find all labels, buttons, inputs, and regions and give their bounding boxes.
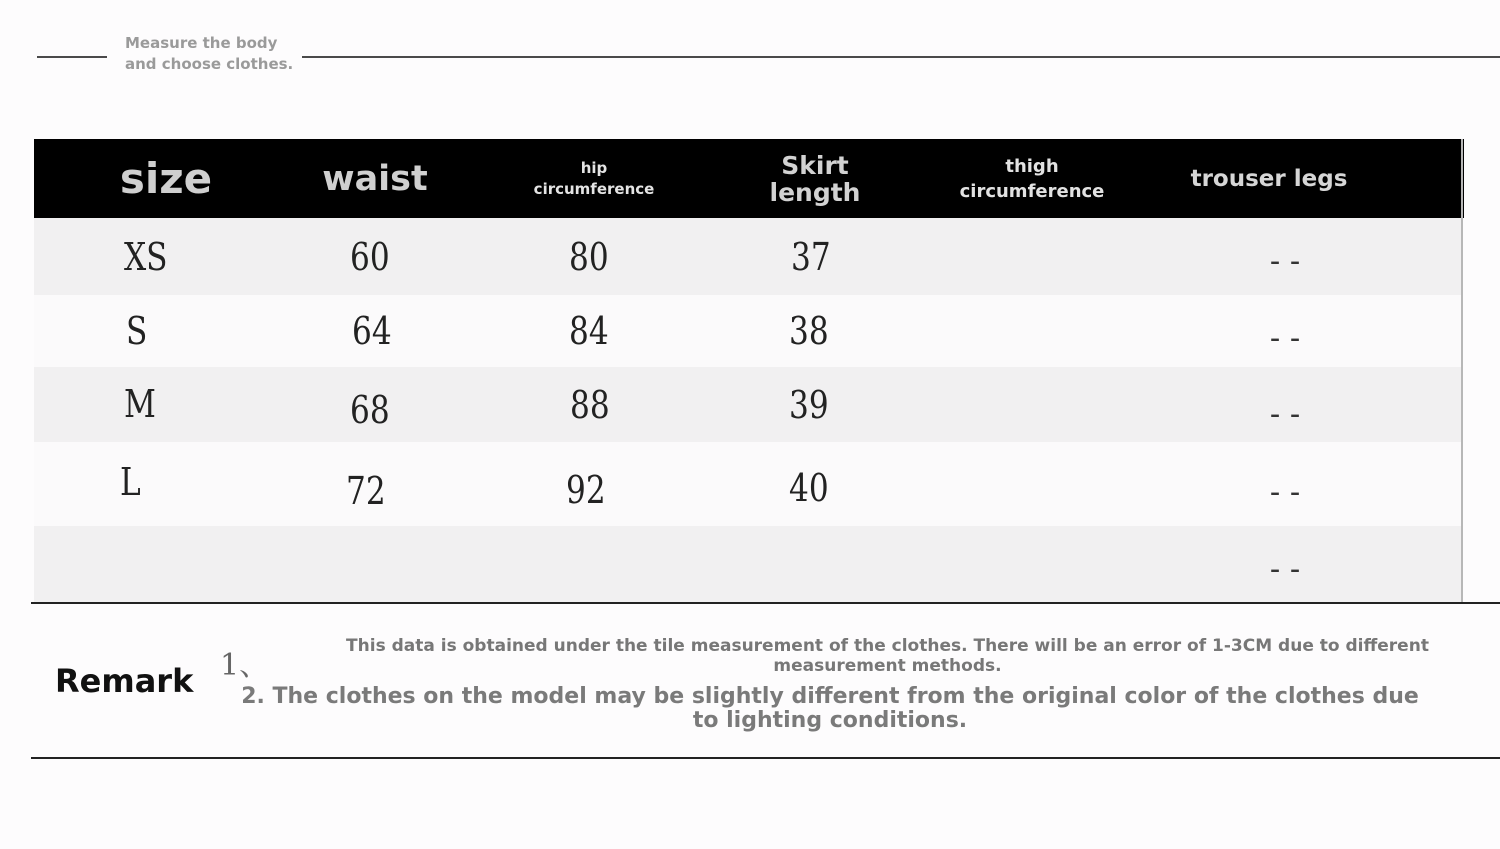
header-skirt-length: Skirt length	[769, 150, 861, 207]
header-trouser-legs: trouser legs	[1190, 165, 1348, 192]
table-row	[34, 218, 1462, 295]
header-thigh-circumference: thigh circumference	[959, 155, 1105, 202]
cell-size: M	[124, 382, 156, 426]
cell-skirt: 40	[789, 466, 829, 510]
table-row	[34, 442, 1462, 526]
cell-trouser: --	[1266, 552, 1307, 587]
header-waist: waist	[322, 158, 428, 199]
cell-trouser: --	[1266, 475, 1307, 510]
remark-note-1: This data is obtained under the tile measurement of the clothes. There will be an error of 1-3CM due to different measurement methods.	[346, 636, 1429, 676]
cell-waist: 72	[346, 469, 386, 513]
table-row	[34, 295, 1462, 367]
title-rule-left	[37, 56, 107, 58]
table-row	[34, 526, 1462, 603]
cell-size: XS	[124, 235, 168, 279]
remark-note-2: 2. The clothes on the model may be slightly different from the original color of the clothes due to lighting conditions.	[241, 684, 1419, 733]
remark-label: Remark	[55, 662, 194, 700]
cell-skirt: 37	[791, 235, 831, 279]
cell-trouser: --	[1266, 321, 1307, 356]
page-title: Measure the body and choose clothes.	[125, 34, 294, 73]
cell-skirt: 39	[789, 383, 829, 427]
title-rule-right	[302, 56, 1500, 58]
remark-top-rule	[31, 602, 1500, 604]
size-table-header	[34, 139, 1464, 218]
table-right-border	[1461, 139, 1463, 604]
cell-size: S	[126, 309, 148, 353]
table-row	[34, 367, 1462, 442]
cell-skirt: 38	[789, 309, 829, 353]
cell-size: L	[120, 460, 141, 504]
remark-bottom-rule	[31, 757, 1500, 759]
cell-hip: 88	[570, 383, 610, 427]
cell-hip: 92	[566, 468, 606, 512]
cell-waist: 68	[350, 388, 390, 432]
cell-hip: 80	[569, 235, 609, 279]
cell-trouser: --	[1266, 397, 1307, 432]
cell-trouser: --	[1266, 244, 1307, 279]
header-size: size	[119, 154, 213, 203]
cell-waist: 60	[350, 235, 390, 279]
remark-number-1: 1、	[220, 648, 270, 683]
cell-hip: 84	[569, 309, 609, 353]
cell-waist: 64	[352, 309, 392, 353]
header-hip-circumference: hip circumference	[533, 158, 655, 198]
